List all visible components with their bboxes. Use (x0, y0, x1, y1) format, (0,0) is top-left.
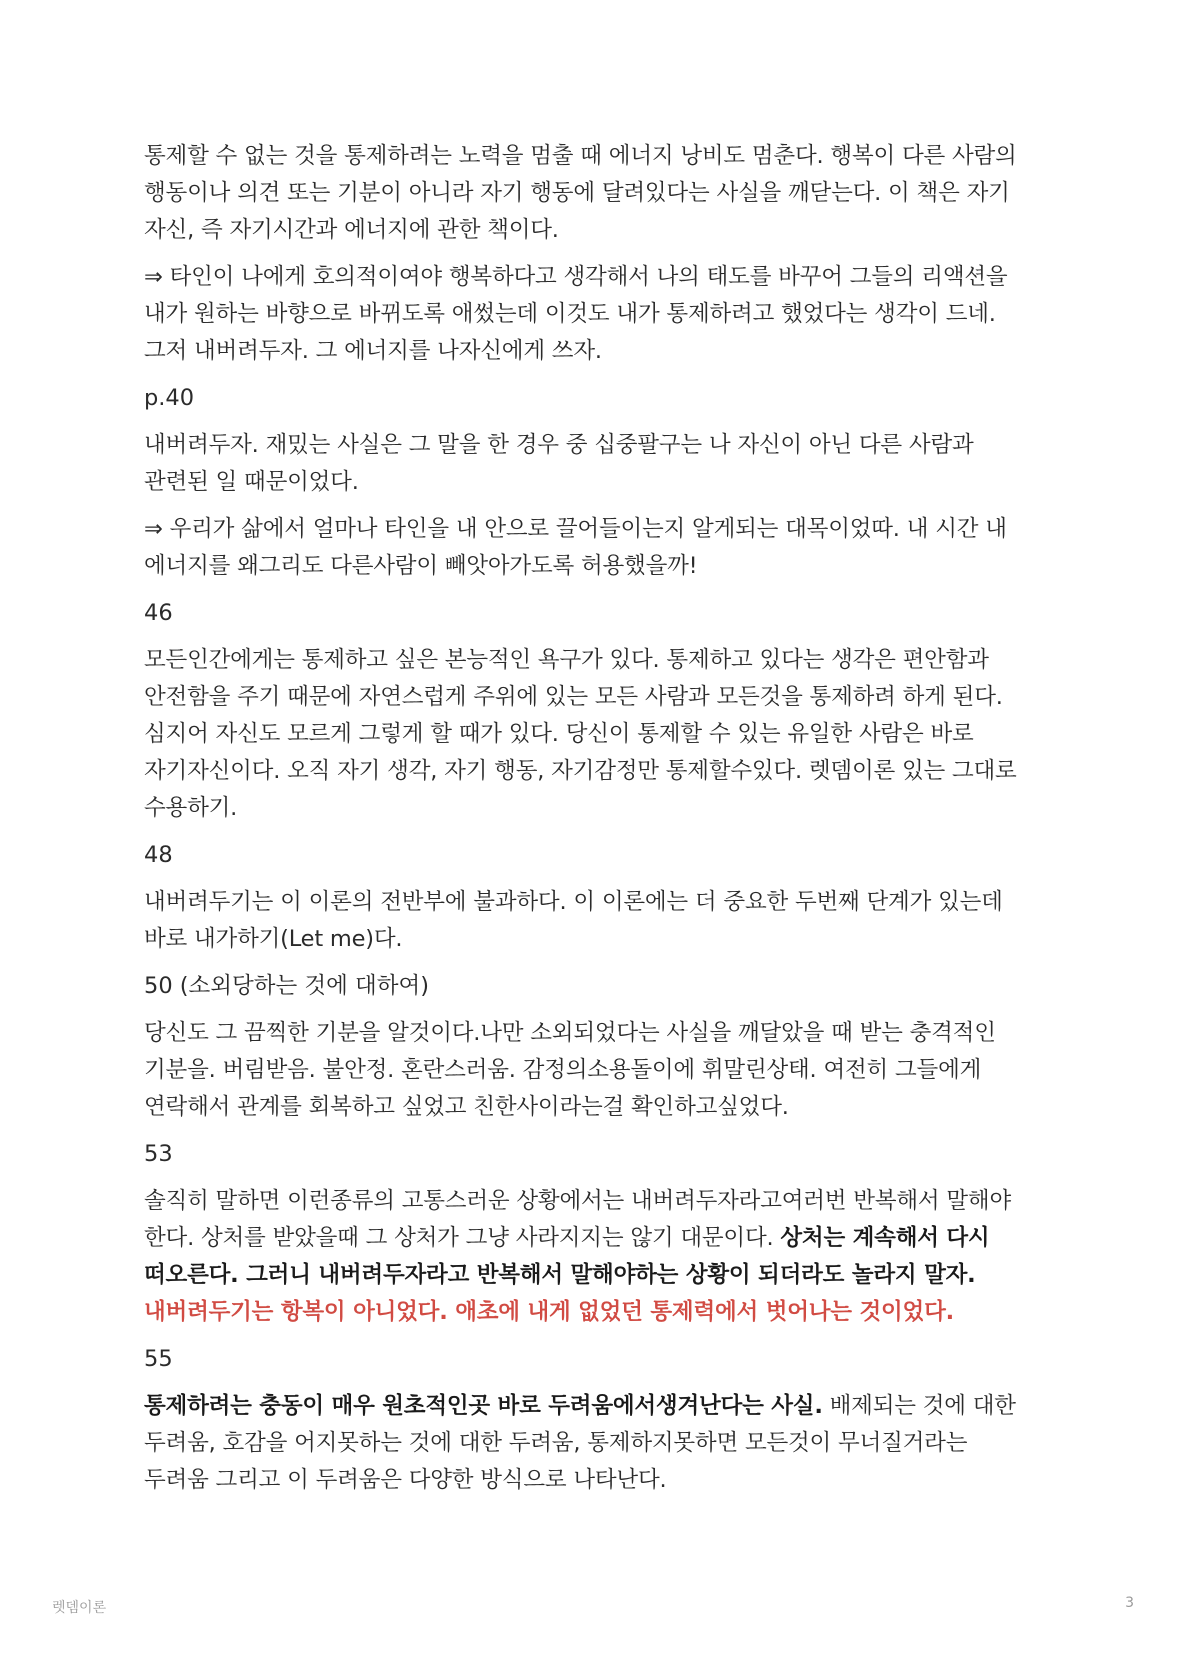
plain-text-span: 솔직히 말하면 이런종류의 고통스러운 상황에서는 내버려두자라고여러번 반복해서 말해야 한다. 상처를 받았을때 그 상처가 그냥 사라지지는 않기 대문이다. (144, 1188, 1011, 1251)
paragraph-53-quote (144, 1183, 1036, 1331)
page-reference-heading: 48 (144, 842, 173, 868)
highlighted-text-span: 내버려두기는 항복이 아니었다. 애초에 내게 없었던 통제력에서 벗어나는 것이었다. (144, 1299, 954, 1325)
bold-text-span: 통제하려는 충동이 매우 원초적인곳 바로 두려움에서생겨난다는 사실. (144, 1393, 823, 1419)
page-reference-heading: p.40 (144, 385, 195, 411)
footer-document-title: 렛뎀이론 (52, 1600, 107, 1616)
document-body (144, 138, 1036, 1509)
paragraph-55-quote (144, 1388, 1036, 1499)
paragraph-48-quote: 내버려두기는 이 이론의 전반부에 불과하다. 이 이론에는 더 중요한 두번째 단계가 있는데 바로 내가하기(Let me)다. (144, 889, 1003, 952)
paragraph-intro: 통제할 수 없는 것을 통제하려는 노력을 멈출 때 에너지 낭비도 멈춘다. 행복이 다른 사람의 행동이나 의견 또는 기분이 아니라 자기 행동에 달려있다는 사실을 깨닫는다. 이 책은 자기 자신, 즉 자기시간과 에너지에 관한 책이다. (144, 143, 1017, 243)
paragraph-50-quote: 당신도 그 끔찍한 기분을 알것이다.나만 소외되었다는 사실을 깨달았을 때 받는 충격적인 기분을. 버림받음. 불안정. 혼란스러움. 감정의소용돌이에 휘말린상태. 여전히 그들에게 연락해서 관계를 회복하고 싶었고 친한사이라는걸 확인하고싶었다. (144, 1020, 996, 1120)
page-reference-heading: 46 (144, 600, 173, 626)
bold-text-span: 상처는 계속해서 다시 떠오른다. 그러니 내버려두자라고 반복해서 말해야하는 상황이 되더라도 놀라지 말자. (144, 1225, 990, 1288)
paragraph-reflection-1: ⇒ 타인이 나에게 호의적이여야 행복하다고 생각해서 나의 태도를 바꾸어 그들의 리액션을 내가 원하는 바향으로 바뀌도록 애썼는데 이것도 내가 통제하려고 했었다는 생각이 드네. 그저 내버려두자. 그 에너지를 나자신에게 쓰자. (144, 264, 1008, 364)
page-reference-heading: 50 (소외당하는 것에 대하여) (144, 973, 429, 999)
page-reference-heading: 55 (144, 1346, 173, 1372)
page-reference-heading: 53 (144, 1141, 173, 1167)
footer-page-number: 3 (1125, 1595, 1134, 1611)
paragraph-46-quote: 모든인간에게는 통제하고 싶은 본능적인 욕구가 있다. 통제하고 있다는 생각은 편안함과 안전함을 주기 때문에 자연스럽게 주위에 있는 모든 사람과 모든것을 통제하려 하게 된다. 심지어 자신도 모르게 그렇게 할 때가 있다. 당신이 통제할 수 있는 유일한 사람은 바로 자기자신이다. 오직 자기 생각, 자기 행동, 자기감정만 통제할수있다. 렛뎀이론 있는 그대로 수용하기. (144, 647, 1017, 821)
paragraph-reflection-2: ⇒ 우리가 삶에서 얼마나 타인을 내 안으로 끌어들이는지 알게되는 대목이었따. 내 시간 내 에너지를 왜그리도 다른사람이 빼앗아가도록 허용했을까! (144, 516, 1007, 579)
paragraph-p40-quote: 내버려두자. 재밌는 사실은 그 말을 한 경우 중 십중팔구는 나 자신이 아닌 다른 사람과 관련된 일 때문이었다. (144, 432, 974, 495)
plain-text-span: 배제되는 것에 대한 두려움, 호감을 어지못하는 것에 대한 두려움, 통제하지못하면 모든것이 무너질거라는 두려움 그리고 이 두려움은 다양한 방식으로 나타난다. (144, 1393, 1016, 1493)
